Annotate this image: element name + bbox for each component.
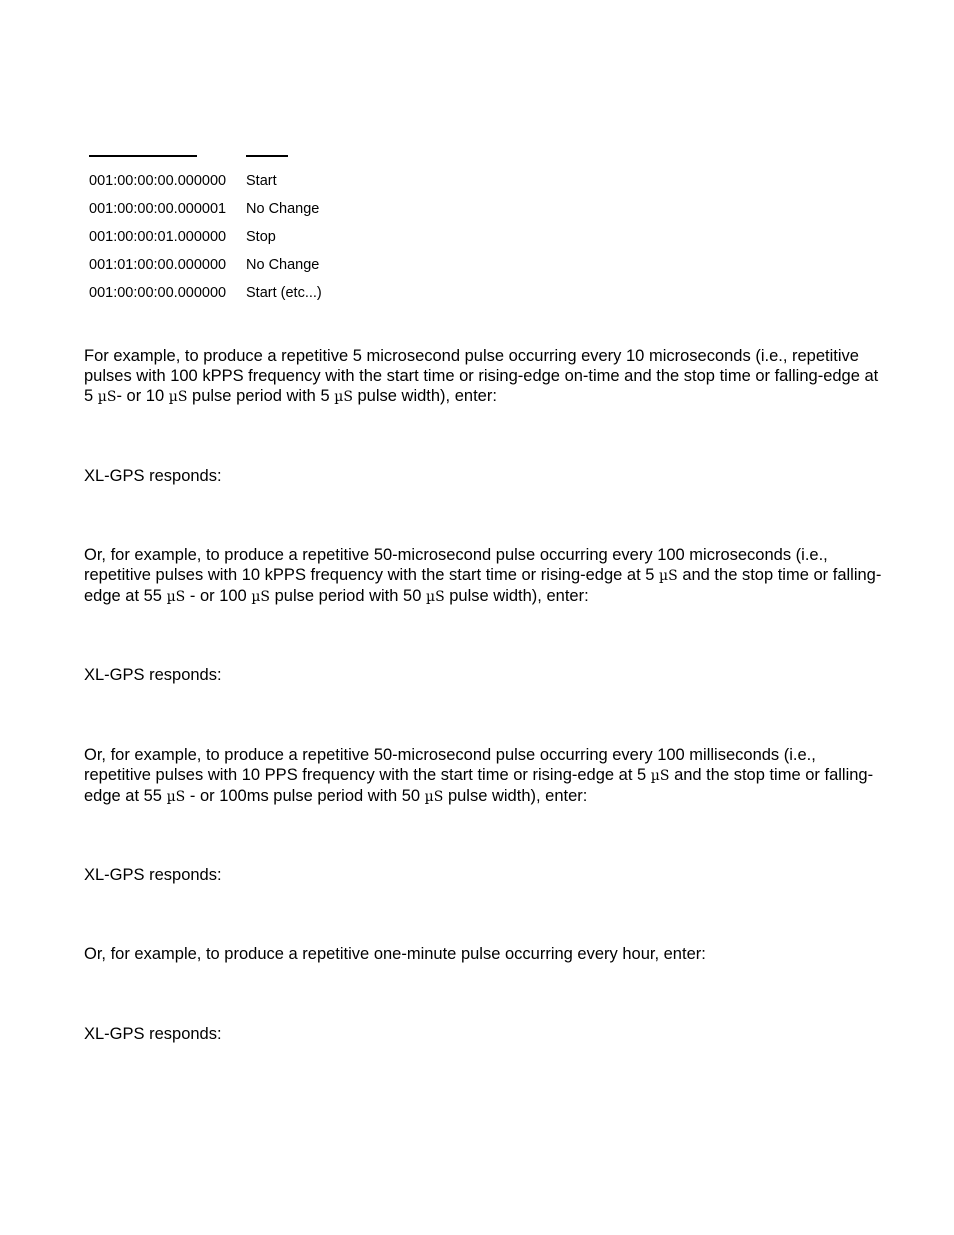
action-cell: Start — [246, 173, 277, 189]
table-row — [89, 255, 319, 275]
time-cell: 001:00:00:01.000000 — [89, 229, 227, 245]
table-row — [89, 227, 276, 247]
example-paragraph-2: Or, for example, to produce a repetitive 50-microsecond pulse occurring every 100 microseconds (i.e., repetitive pulses with 10 kPPS frequency with the start time or rising-edge at 5 µS and the stop time or falling-edge at 55 µS - or 100 µS pulse period with 50 µS pulse width), enter: — [84, 546, 882, 605]
action-cell: Start (etc...) — [246, 285, 322, 301]
action-cell: No Change — [246, 201, 320, 217]
table-row — [89, 199, 319, 219]
example-paragraph-4: Or, for example, to produce a repetitive one-minute pulse occurring every hour, enter: — [84, 945, 706, 963]
response-label-3: XL-GPS responds: — [84, 866, 222, 884]
time-cell: 001:00:00:00.000000 — [89, 285, 227, 301]
table-header-rule-time — [89, 155, 197, 157]
table-row — [89, 171, 277, 191]
time-cell: 001:01:00:00.000000 — [89, 257, 227, 273]
response-label-2: XL-GPS responds: — [84, 666, 222, 684]
example-paragraph-3: Or, for example, to produce a repetitive 50-microsecond pulse occurring every 100 milliseconds (i.e., repetitive pulses with 10 PPS frequency with the start time or rising-edge at 5 µS and the stop time or falling-edge at 55 µS - or 100ms pulse period with 50 µS pulse width), enter: — [84, 746, 874, 805]
response-label-4: XL-GPS responds: — [84, 1025, 222, 1043]
time-cell: 001:00:00:00.000001 — [89, 201, 227, 217]
action-cell: Stop — [246, 229, 276, 245]
table-row — [89, 283, 322, 303]
response-label-1: XL-GPS responds: — [84, 467, 222, 485]
action-cell: No Change — [246, 257, 320, 273]
table-header-rule-action — [246, 155, 288, 157]
example-paragraph-1: For example, to produce a repetitive 5 microsecond pulse occurring every 10 microseconds (i.e., repetitive pulses with 100 kPPS frequency with the start time or rising-edge on-time and the stop time or falling-edge at 5 µS- or 10 µS pulse period with 5 µS pulse width), enter: — [84, 347, 879, 405]
time-cell: 001:00:00:00.000000 — [89, 173, 227, 189]
